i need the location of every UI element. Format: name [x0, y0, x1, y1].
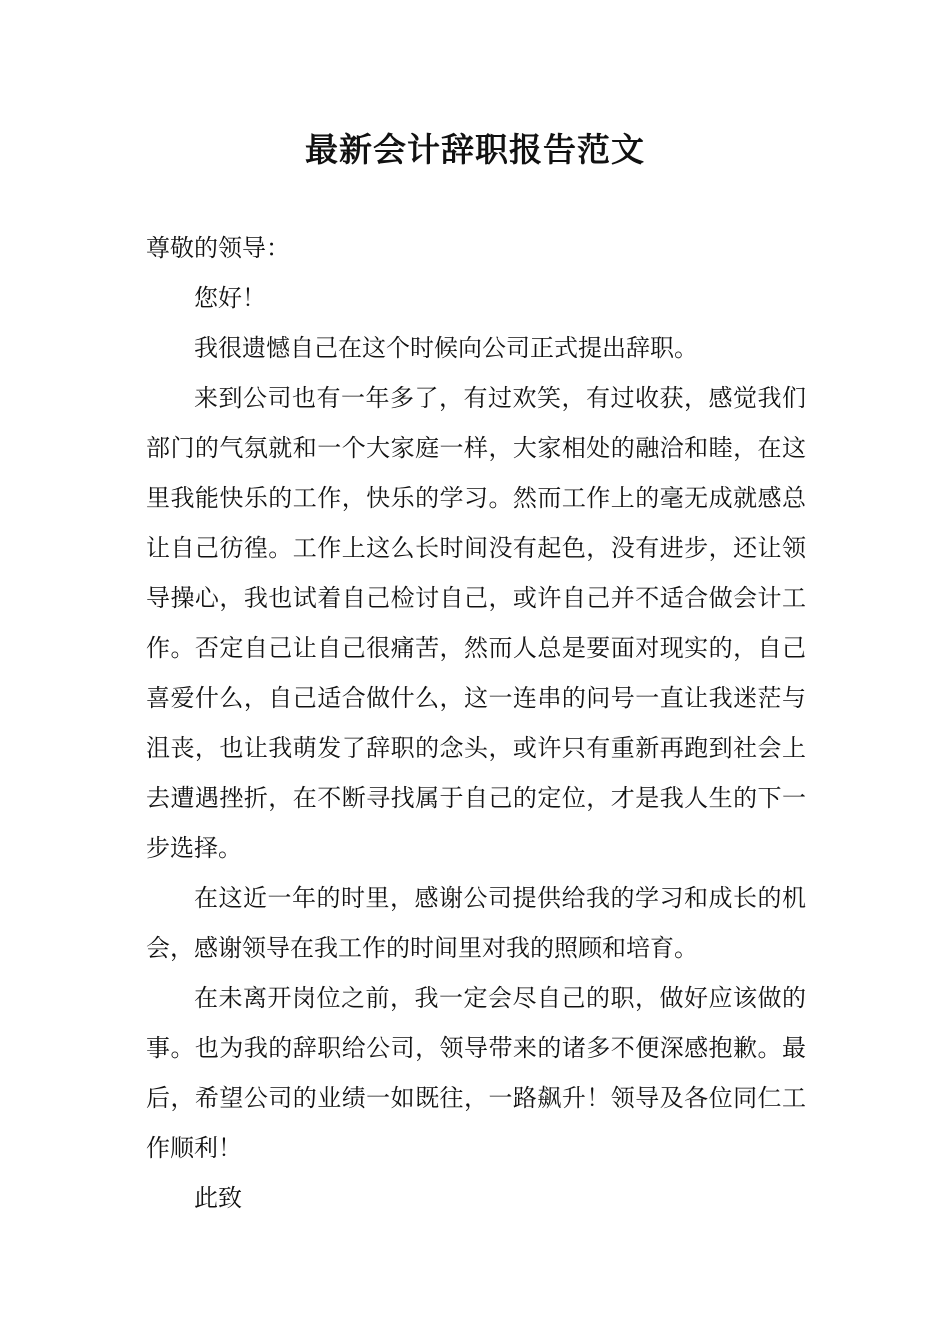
paragraph-regards: 此致: [194, 1184, 242, 1212]
paragraph-reasons: 来到公司也有一年多了，有过欢笑，有过收获，感觉我们部门的气氛就和一个大家庭一样，大家相处的融洽和睦，在这里我能快乐的工作，快乐的学习。然而工作上的毫无成就感总让自己彷徨。工作上这么长时间没有起色，没有进步，还让领导操心，我也试着自己检讨自己，或许自己并不适合做会计工作。否定自己让自己很痛苦，然而人总是要面对现实的，自己喜爱什么，自己适合做什么，这一连串的问号一直让我迷茫与沮丧，也让我萌发了辞职的念头，或许只有重新再跑到社会上去遭遇挫折，在不断寻找属于自己的定位，才是我人生的下一步选择。: [146, 384, 806, 862]
document-title: 最新会计辞职报告范文: [305, 130, 645, 169]
paragraph-greeting: 您好！: [194, 284, 266, 312]
paragraph-closing: 在未离开岗位之前，我一定会尽自己的职，做好应该做的事。也为我的辞职给公司，领导带来的诸多不便深感抱歉。最后，希望公司的业绩一如既往，一路飙升！领导及各位同仁工作顺利！: [146, 984, 806, 1162]
paragraph-intent: 我很遗憾自己在这个时候向公司正式提出辞职。: [194, 334, 698, 362]
paragraph-thanks: 在这近一年的时里，感谢公司提供给我的学习和成长的机会，感谢领导在我工作的时间里对我的照顾和培育。: [146, 884, 806, 962]
salutation: 尊敬的领导：: [146, 234, 290, 262]
document-body: [146, 223, 806, 1223]
